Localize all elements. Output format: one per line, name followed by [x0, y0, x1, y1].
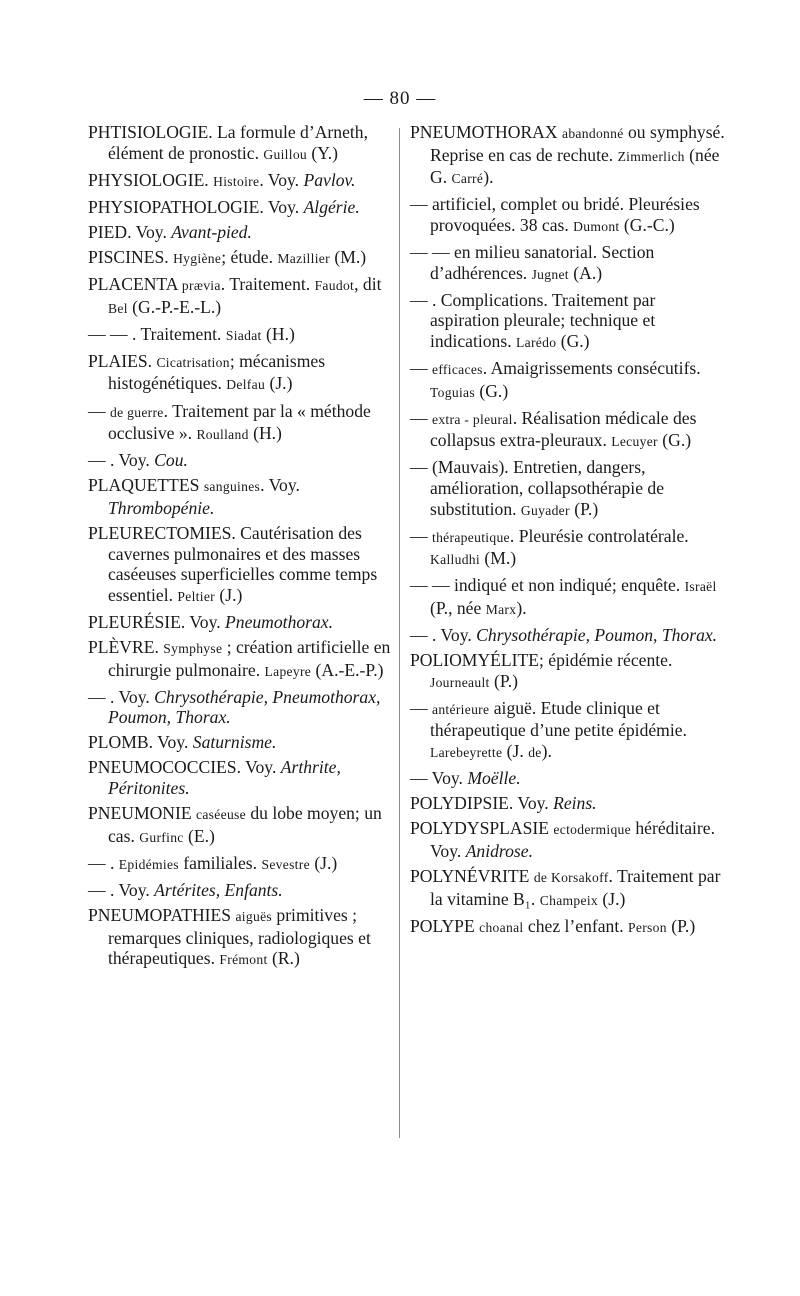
index-entry: [410, 916, 726, 939]
index-entry: [88, 222, 404, 243]
entry-text: Larebeyrette: [430, 744, 503, 760]
entry-text: efficaces: [432, 361, 483, 377]
index-entry: [410, 866, 726, 911]
left-column: [88, 122, 404, 975]
entry-text: —: [410, 357, 432, 378]
right-column: [410, 122, 726, 943]
entry-text: Guillou: [263, 146, 308, 162]
entry-text: — Voy.: [410, 768, 468, 789]
entry-text: Cicatrisation: [156, 354, 230, 370]
index-entry: [88, 401, 404, 446]
entry-text: Frémont: [219, 952, 268, 968]
entry-text: Anidrose.: [465, 840, 533, 861]
entry-text: Algérie.: [303, 196, 360, 217]
entry-text: — . Voy.: [88, 879, 155, 900]
entry-text: ; mécanismes histogénétiques.: [108, 350, 326, 394]
entry-text: caséeuse: [196, 807, 246, 823]
entry-text: PNEUMOPATHIES: [88, 905, 236, 925]
entry-text: Zimmerlich: [617, 148, 685, 164]
entry-text: (G.-P.-E.-L.): [127, 296, 222, 317]
entry-text: choanal: [479, 919, 524, 935]
entry-text: de Korsakoff: [533, 869, 609, 885]
index-entry: [88, 803, 404, 848]
index-entry: [88, 853, 404, 876]
index-entry: [410, 242, 726, 285]
index-entry: [88, 122, 404, 165]
index-entry: [88, 637, 404, 682]
entry-text: Champeix: [539, 892, 599, 908]
index-entry: [88, 732, 404, 753]
entry-text: Artérites, Enfants.: [154, 879, 283, 900]
entry-text: Histoire: [213, 173, 260, 189]
entry-text: Siadat: [225, 327, 262, 343]
entry-text: (H.): [248, 423, 282, 444]
entry-text: PHYSIOLOGIE.: [88, 169, 214, 190]
entry-text: PLÈVRE.: [88, 636, 164, 657]
entry-text: PLEURÉSIE. Voy.: [88, 611, 226, 632]
entry-text: (H.): [261, 323, 295, 344]
entry-text: — (Mauvais). Entretien, dangers, amélioration, collapsothérapie de substitution.: [410, 457, 665, 519]
entry-text: antérieure: [432, 701, 490, 717]
entry-text: extra - pleural: [432, 411, 513, 427]
entry-text: (J.: [502, 740, 529, 761]
entry-text: chez l’enfant.: [523, 915, 629, 936]
entry-text: PISCINES.: [88, 246, 174, 267]
index-entry: [410, 650, 726, 693]
entry-text: —: [410, 697, 432, 718]
entry-text: (J.): [598, 888, 626, 909]
entry-text: PLAIES.: [88, 350, 157, 371]
entry-text: PLAQUETTES: [88, 475, 204, 496]
entry-text: aiguës: [235, 909, 272, 924]
entry-text: abandonné: [562, 126, 624, 141]
index-entry: [410, 290, 726, 354]
entry-text: aiguë. Etude clinique et thérapeutique d’une petite épidémie.: [430, 697, 687, 741]
index-entry: [410, 457, 726, 521]
entry-text: (P.): [666, 915, 696, 936]
entry-text: (A.-E.-P.): [311, 659, 384, 680]
entry-text: (E.): [183, 825, 215, 846]
index-entry: [88, 880, 404, 901]
entry-text: (J.): [309, 852, 338, 873]
entry-text: thérapeutique: [432, 529, 510, 545]
entry-text: . Amaigrissements consécutifs.: [482, 357, 701, 378]
entry-text: Guyader: [520, 502, 570, 518]
entry-text: Bel: [108, 300, 128, 316]
index-entry: [410, 408, 726, 453]
entry-text: Reins.: [553, 793, 597, 814]
entry-text: (G.): [474, 380, 509, 401]
entry-text: POLYPE: [410, 915, 480, 936]
entry-text: ou symphysé. Reprise en cas de rechute.: [430, 122, 725, 165]
entry-text: Lapeyre: [264, 663, 312, 679]
entry-text: POLYDIPSIE. Voy.: [410, 793, 554, 814]
entry-text: POLYDYSPLASIE: [410, 818, 554, 839]
index-entry: [410, 575, 726, 620]
entry-text: . Pleurésie controlatérale.: [509, 525, 689, 546]
entry-text: — . Voy.: [88, 450, 155, 471]
entry-text: ).: [483, 167, 494, 188]
index-entry: [88, 687, 404, 728]
index-entry: [88, 351, 404, 396]
index-entry: [88, 523, 404, 607]
entry-text: Jugnet: [531, 266, 569, 282]
index-entry: [410, 818, 726, 861]
entry-text: Pavlov.: [303, 169, 356, 190]
entry-text: Sevestre: [261, 856, 310, 872]
entry-text: (M.): [329, 246, 367, 267]
entry-text: Kalludhi: [430, 552, 480, 568]
entry-text: (Y.): [307, 142, 338, 163]
entry-text: Faudot: [314, 278, 355, 294]
entry-text: . Traitement par la vitamine B₁.: [430, 865, 721, 909]
entry-text: Hygiène: [173, 250, 222, 266]
entry-text: de guerre: [110, 404, 164, 420]
entry-text: Arthrite, Péritonites.: [108, 757, 341, 799]
entry-text: . Voy.: [259, 169, 304, 190]
entry-text: (J.): [214, 584, 243, 605]
entry-text: — artificiel, complet ou bridé. Pleurésies provoquées. 38 cas.: [410, 194, 700, 235]
entry-text: de: [528, 744, 542, 760]
entry-text: PHTISIOLOGIE. La formule d’Arneth, élément de pronostic.: [88, 122, 368, 163]
entry-text: POLYNÉVRITE: [410, 865, 534, 886]
entry-text: sanguines: [203, 479, 261, 495]
entry-text: Toguias: [430, 384, 475, 400]
entry-text: Avant-pied.: [171, 221, 252, 242]
entry-text: PNEUMOTHORAX: [410, 122, 562, 142]
entry-text: PLEURECTOMIES. Cautérisation des cavernes pulmonaires et des masses caséeuses superficielles comme temps essentiel.: [88, 523, 378, 605]
index-entry: [410, 194, 726, 237]
column-divider: [399, 128, 400, 1138]
entry-text: Israël: [684, 579, 717, 595]
index-entry: [88, 905, 404, 971]
page-number: — 80 —: [363, 88, 437, 109]
entry-text: ).: [516, 597, 527, 618]
index-entry: [410, 698, 726, 764]
entry-text: POLIOMYÉLITE; épidémie récente.: [410, 650, 673, 671]
entry-text: Moëlle.: [467, 768, 521, 789]
entry-text: ).: [541, 740, 552, 761]
entry-text: PNEUMOCOCCIES. Voy.: [88, 757, 281, 778]
entry-text: (G.-C.): [619, 214, 675, 235]
entry-text: Chrysothérapie, Pneumothorax, Poumon, Thorax.: [108, 686, 381, 728]
entry-text: (P., née: [430, 597, 486, 618]
entry-text: — .: [88, 852, 119, 873]
index-entry: [88, 197, 404, 218]
entry-text: Dumont: [573, 218, 620, 234]
entry-text: . Traitement.: [220, 274, 315, 295]
entry-text: (J.): [265, 373, 293, 394]
entry-text: —: [410, 525, 432, 546]
entry-text: — . Voy.: [410, 624, 477, 645]
entry-text: Epidémies: [118, 856, 179, 872]
index-entry: [410, 358, 726, 403]
entry-text: Person: [628, 919, 667, 935]
entry-text: (P.): [489, 670, 518, 691]
index-entry: [88, 247, 404, 270]
entry-text: (R.): [267, 948, 300, 969]
entry-text: — — indiqué et non indiqué; enquête.: [410, 575, 685, 596]
entry-text: —: [410, 407, 432, 428]
entry-text: —: [88, 400, 110, 421]
entry-text: Symphyse: [163, 640, 223, 656]
index-entry: [88, 274, 404, 319]
entry-text: . Voy.: [260, 475, 300, 496]
entry-text: . Traitement par la « méthode occlusive ».: [108, 400, 371, 444]
entry-text: PHYSIOPATHOLOGIE. Voy.: [88, 196, 304, 217]
entry-text: Saturnisme.: [192, 732, 277, 753]
entry-text: , dit: [354, 274, 382, 295]
entry-text: — — . Traitement.: [88, 323, 226, 344]
entry-text: Thrombopénie.: [108, 497, 215, 518]
index-entry: [88, 612, 404, 633]
index-entry: [88, 475, 404, 518]
entry-text: (G.): [556, 330, 590, 351]
entry-text: Roulland: [196, 427, 249, 443]
entry-text: Journeault: [430, 674, 490, 690]
entry-text: — . Voy.: [88, 686, 155, 707]
entry-text: Peltier: [177, 588, 215, 604]
index-entry: [88, 170, 404, 193]
entry-text: — . Complications. Traitement par aspiration pleurale; technique et indications.: [410, 289, 656, 351]
entry-text: Larédo: [516, 334, 557, 350]
index-entry: [88, 757, 404, 798]
entry-text: PNEUMONIE: [88, 803, 197, 824]
entry-text: (M.): [479, 548, 517, 569]
entry-text: Marx: [485, 601, 517, 617]
entry-text: PLOMB. Voy.: [88, 732, 193, 753]
entry-text: Carré: [451, 171, 484, 187]
entry-text: prævia: [181, 278, 221, 294]
entry-text: familiales.: [178, 852, 262, 873]
entry-text: . Réalisation médicale des collapsus extra-pleuraux.: [430, 407, 697, 451]
entry-text: — — en milieu sanatorial. Section d’adhérences.: [410, 241, 655, 283]
entry-text: ; création artificielle en chirurgie pulmonaire.: [108, 636, 391, 680]
entry-text: Cou.: [154, 450, 188, 471]
entry-text: Mazillier: [277, 250, 330, 266]
entry-text: Lecuyer: [611, 434, 658, 450]
entry-text: (née G.: [430, 144, 720, 188]
entry-text: ectodermique: [553, 822, 631, 838]
entry-text: Delfau: [226, 377, 266, 393]
entry-text: Chrysothérapie, Poumon, Thorax.: [476, 624, 718, 645]
index-entry: [410, 526, 726, 571]
index-entry: [410, 793, 726, 814]
entry-text: Gurfinc: [139, 829, 184, 845]
entry-text: héréditaire. Voy.: [430, 818, 715, 861]
index-entry: [410, 625, 726, 646]
entry-text: Pneumothorax.: [225, 611, 334, 632]
index-entry: [88, 450, 404, 471]
entry-text: (P.): [569, 498, 599, 519]
entry-text: PIED. Voy.: [88, 221, 172, 242]
index-entry: [88, 324, 404, 347]
entry-text: du lobe moyen; un cas.: [108, 803, 382, 846]
index-entry: [410, 122, 726, 190]
entry-text: primitives ; remarques cliniques, radiologiques et thérapeutiques.: [108, 905, 371, 969]
index-entry: [410, 768, 726, 789]
entry-text: (G.): [657, 430, 692, 451]
entry-text: ; étude.: [221, 246, 278, 267]
entry-text: (A.): [568, 262, 603, 283]
entry-text: PLACENTA: [88, 274, 182, 295]
